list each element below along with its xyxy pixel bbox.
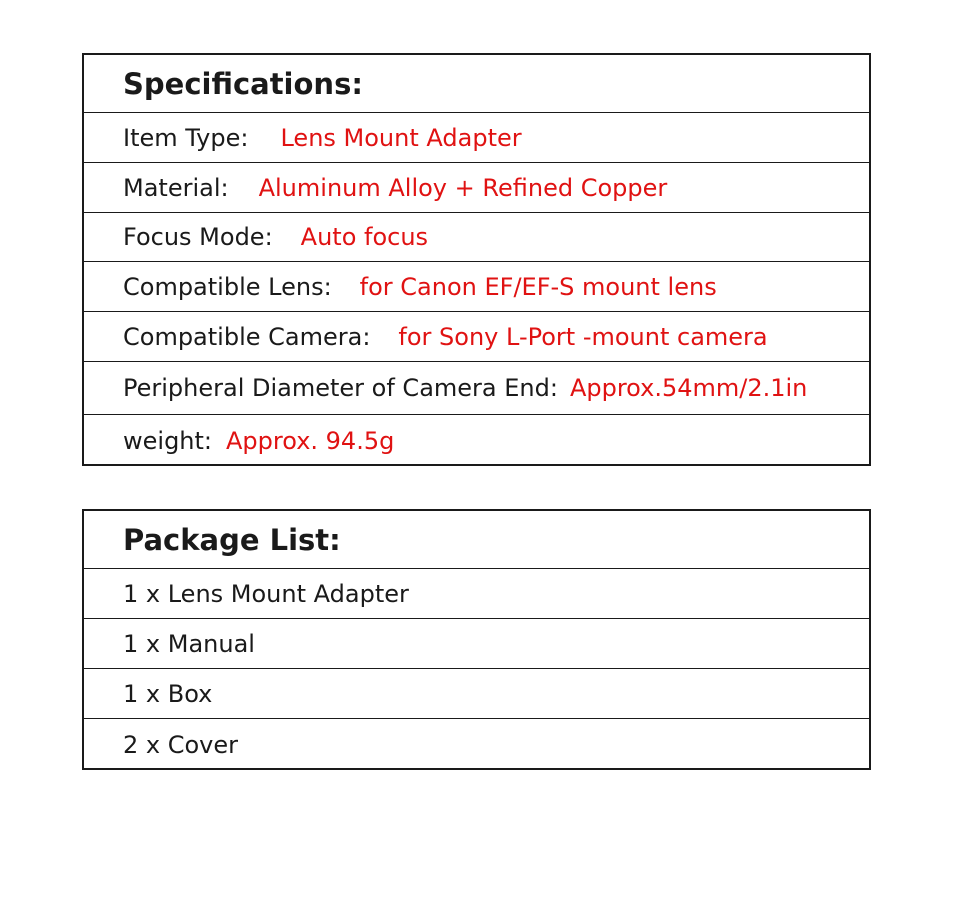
package-item: 2 x Cover bbox=[123, 730, 239, 759]
package-item-row bbox=[84, 669, 869, 719]
spec-value-focus-mode: Auto focus bbox=[300, 223, 429, 251]
package-item: 1 x Lens Mount Adapter bbox=[123, 579, 409, 608]
spec-row-compatible-camera bbox=[84, 312, 869, 362]
spec-label-weight: weight: bbox=[123, 426, 213, 455]
spec-label-compatible-camera: Compatible Camera: bbox=[123, 322, 371, 351]
spec-value-peripheral-diameter: Approx.54mm/2.1in bbox=[569, 374, 808, 402]
specifications-table bbox=[82, 53, 871, 466]
spec-label-item-type: Item Type: bbox=[123, 123, 249, 152]
spec-label-peripheral-diameter: Peripheral Diameter of Camera End: bbox=[123, 374, 558, 402]
spec-row-peripheral-diameter bbox=[84, 362, 869, 415]
spec-label-focus-mode: Focus Mode: bbox=[123, 223, 273, 251]
spec-label-material: Material: bbox=[123, 173, 229, 202]
spec-label-compatible-lens: Compatible Lens: bbox=[123, 272, 332, 301]
spec-value-weight: Approx. 94.5g bbox=[226, 426, 395, 455]
spec-row-weight bbox=[84, 415, 869, 466]
package-list-heading: Package List: bbox=[123, 522, 341, 557]
specifications-heading: Specifications: bbox=[123, 66, 363, 101]
spec-row-material bbox=[84, 163, 869, 213]
spec-value-compatible-lens: for Canon EF/EF-S mount lens bbox=[359, 272, 717, 301]
specifications-heading-row bbox=[84, 55, 869, 113]
package-item: 1 x Box bbox=[123, 679, 213, 708]
package-item: 1 x Manual bbox=[123, 629, 255, 658]
package-item-row bbox=[84, 619, 869, 669]
spec-value-compatible-camera: for Sony L-Port -mount camera bbox=[398, 322, 768, 351]
spec-value-material: Aluminum Alloy + Refined Copper bbox=[258, 173, 668, 202]
package-item-row bbox=[84, 719, 869, 770]
package-list-heading-row bbox=[84, 511, 869, 569]
spec-value-item-type: Lens Mount Adapter bbox=[280, 123, 522, 152]
package-list-table bbox=[82, 509, 871, 770]
spec-row-focus-mode bbox=[84, 213, 869, 262]
spec-row-item-type bbox=[84, 113, 869, 163]
package-item-row bbox=[84, 569, 869, 619]
spec-row-compatible-lens bbox=[84, 262, 869, 312]
